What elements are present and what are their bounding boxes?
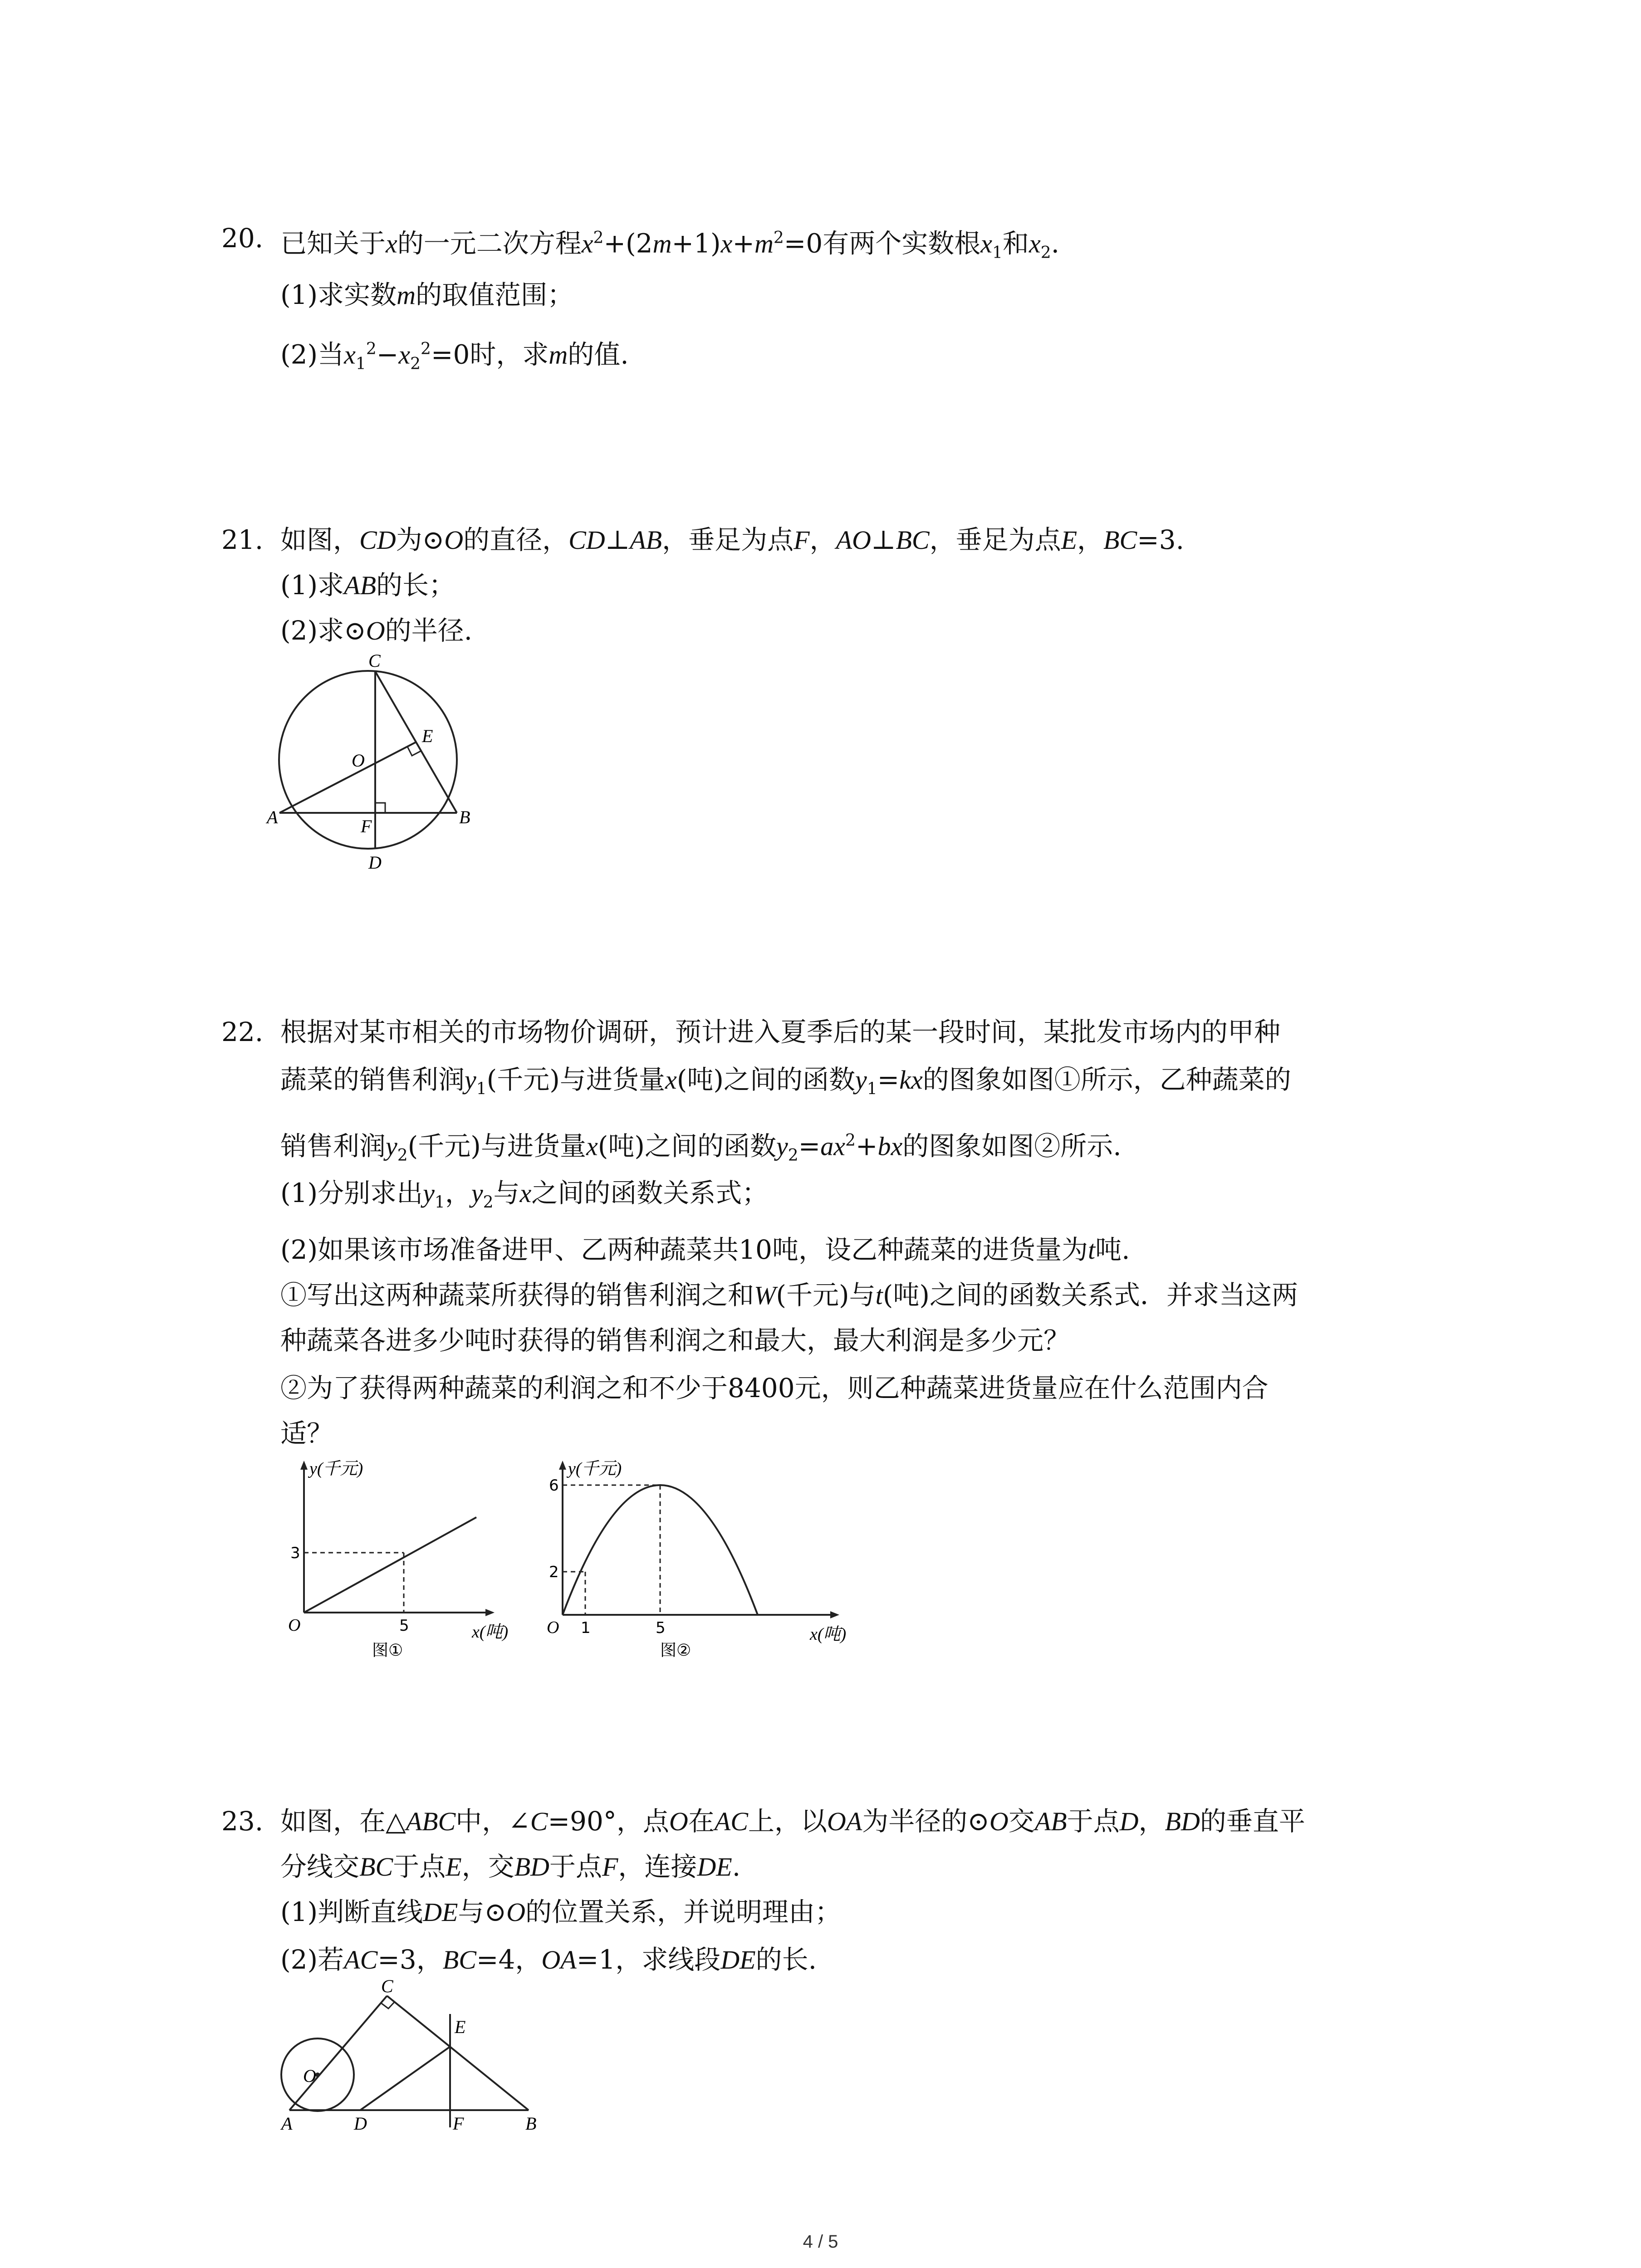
label-A: A — [267, 807, 278, 827]
fig1-origin: O — [288, 1616, 301, 1635]
label-C: C — [381, 1976, 393, 1996]
q21-stem: 如图，CD为⊙O的直径，CD⊥AB，垂足为点F，AO⊥BC，垂足为点E，BC=3. — [280, 524, 1185, 555]
q23-number: 23. — [221, 1806, 264, 1837]
q22-sub2-line1: ②为了获得两种蔬菜的利润之和不少于8400元，则乙种蔬菜进货量应在什么范围内合 — [280, 1373, 1269, 1403]
label-B: B — [525, 2113, 537, 2134]
q22-figure-2 — [540, 1456, 880, 1665]
q23-line1: 如图，在△ABC中，∠C=90°，点O在AC上，以OA为半径的⊙O交AB于点D，BD的垂直平 — [280, 1806, 1305, 1837]
q23-triangle-figure — [272, 1978, 554, 2141]
q22-figure-1 — [272, 1456, 526, 1665]
label-E: E — [422, 726, 433, 746]
q22-part1: (1)分别求出$y_1$，$y_2$与x之间的函数关系式； — [280, 1178, 769, 1212]
fig2-ytick-2: 2 — [549, 1563, 559, 1581]
q21-circle-figure — [267, 650, 481, 875]
label-B: B — [459, 807, 470, 827]
q20-number: 20. — [221, 223, 264, 254]
q23-part2: (2)若AC=3，BC=4，OA=1，求线段DE的长. — [280, 1944, 817, 1975]
fig1-xtick: 5 — [399, 1617, 409, 1635]
label-C: C — [368, 650, 381, 671]
q22-line2: 蔬菜的销售利润$y_1$(千元)与进货量x(吨)之间的函数$y_1=kx$的图象如图①所示，乙种蔬菜的 — [280, 1064, 1291, 1099]
page-number: 4 / 5 — [803, 2232, 838, 2252]
fig2-origin: O — [547, 1618, 559, 1637]
q22-number: 22. — [221, 1017, 264, 1047]
fig1-xlabel: x(吨) — [472, 1623, 509, 1642]
q22-sub1-line2: 种蔬菜各进多少吨时获得的销售利润之和最大，最大利润是多少元？ — [280, 1325, 1070, 1356]
fig2-caption: 图② — [660, 1641, 691, 1660]
q23-line2: 分线交BC于点E，交BD于点F，连接DE. — [280, 1851, 741, 1882]
q23-part1: (1)判断直线DE与⊙O的位置关系，并说明理由； — [280, 1897, 842, 1927]
label-D: D — [354, 2113, 367, 2134]
fig1-ytick: 3 — [290, 1544, 300, 1562]
q22-part2: (2)如果该市场准备进甲、乙两种蔬菜共10吨，设乙种蔬菜的进货量为t吨. — [280, 1234, 1130, 1265]
fig1-ylabel: y(千元) — [309, 1459, 363, 1478]
label-O: O — [352, 750, 365, 771]
fig2-xtick-1: 1 — [581, 1619, 591, 1637]
label-O: O — [303, 2066, 316, 2086]
label-A: A — [281, 2113, 293, 2134]
q20-part2: (2)当$x_1^2-x_2^2=0$时，求m的值. — [280, 339, 629, 373]
label-D: D — [368, 852, 382, 873]
fig2-xlabel: x(吨) — [810, 1625, 847, 1644]
q22-line3: 销售利润$y_2$(千元)与进货量x(吨)之间的函数$y_2=ax^2+bx$的图象如图②所示. — [280, 1130, 1122, 1165]
fig2-ytick-6: 6 — [549, 1476, 559, 1495]
q21-number: 21. — [221, 524, 264, 555]
q21-part1: (1)求AB的长； — [280, 570, 456, 601]
fig1-caption: 图① — [372, 1641, 403, 1660]
q20-part1: (1)求实数m的取值范围； — [280, 279, 574, 310]
q22-line1: 根据对某市相关的市场物价调研，预计进入夏季后的某一段时间，某批发市场内的甲种 — [280, 1017, 1281, 1047]
label-F: F — [361, 816, 372, 836]
q22-sub1-line1: ①写出这两种蔬菜所获得的销售利润之和W(千元)与t(吨)之间的函数关系式．并求当这两 — [280, 1280, 1298, 1310]
q21-part2: (2)求⊙O的半径. — [280, 615, 473, 646]
q22-sub2-line2: 适？ — [280, 1418, 333, 1449]
q20-stem: 已知关于x的一元二次方程$x^2+(2m+1)x+m^2=0$有两个实数根$x_1$和$x_2$. — [280, 228, 1060, 262]
label-E: E — [455, 2017, 466, 2037]
fig2-xtick-5: 5 — [656, 1619, 666, 1637]
label-F: F — [453, 2113, 464, 2134]
fig2-ylabel: y(千元) — [568, 1459, 622, 1478]
